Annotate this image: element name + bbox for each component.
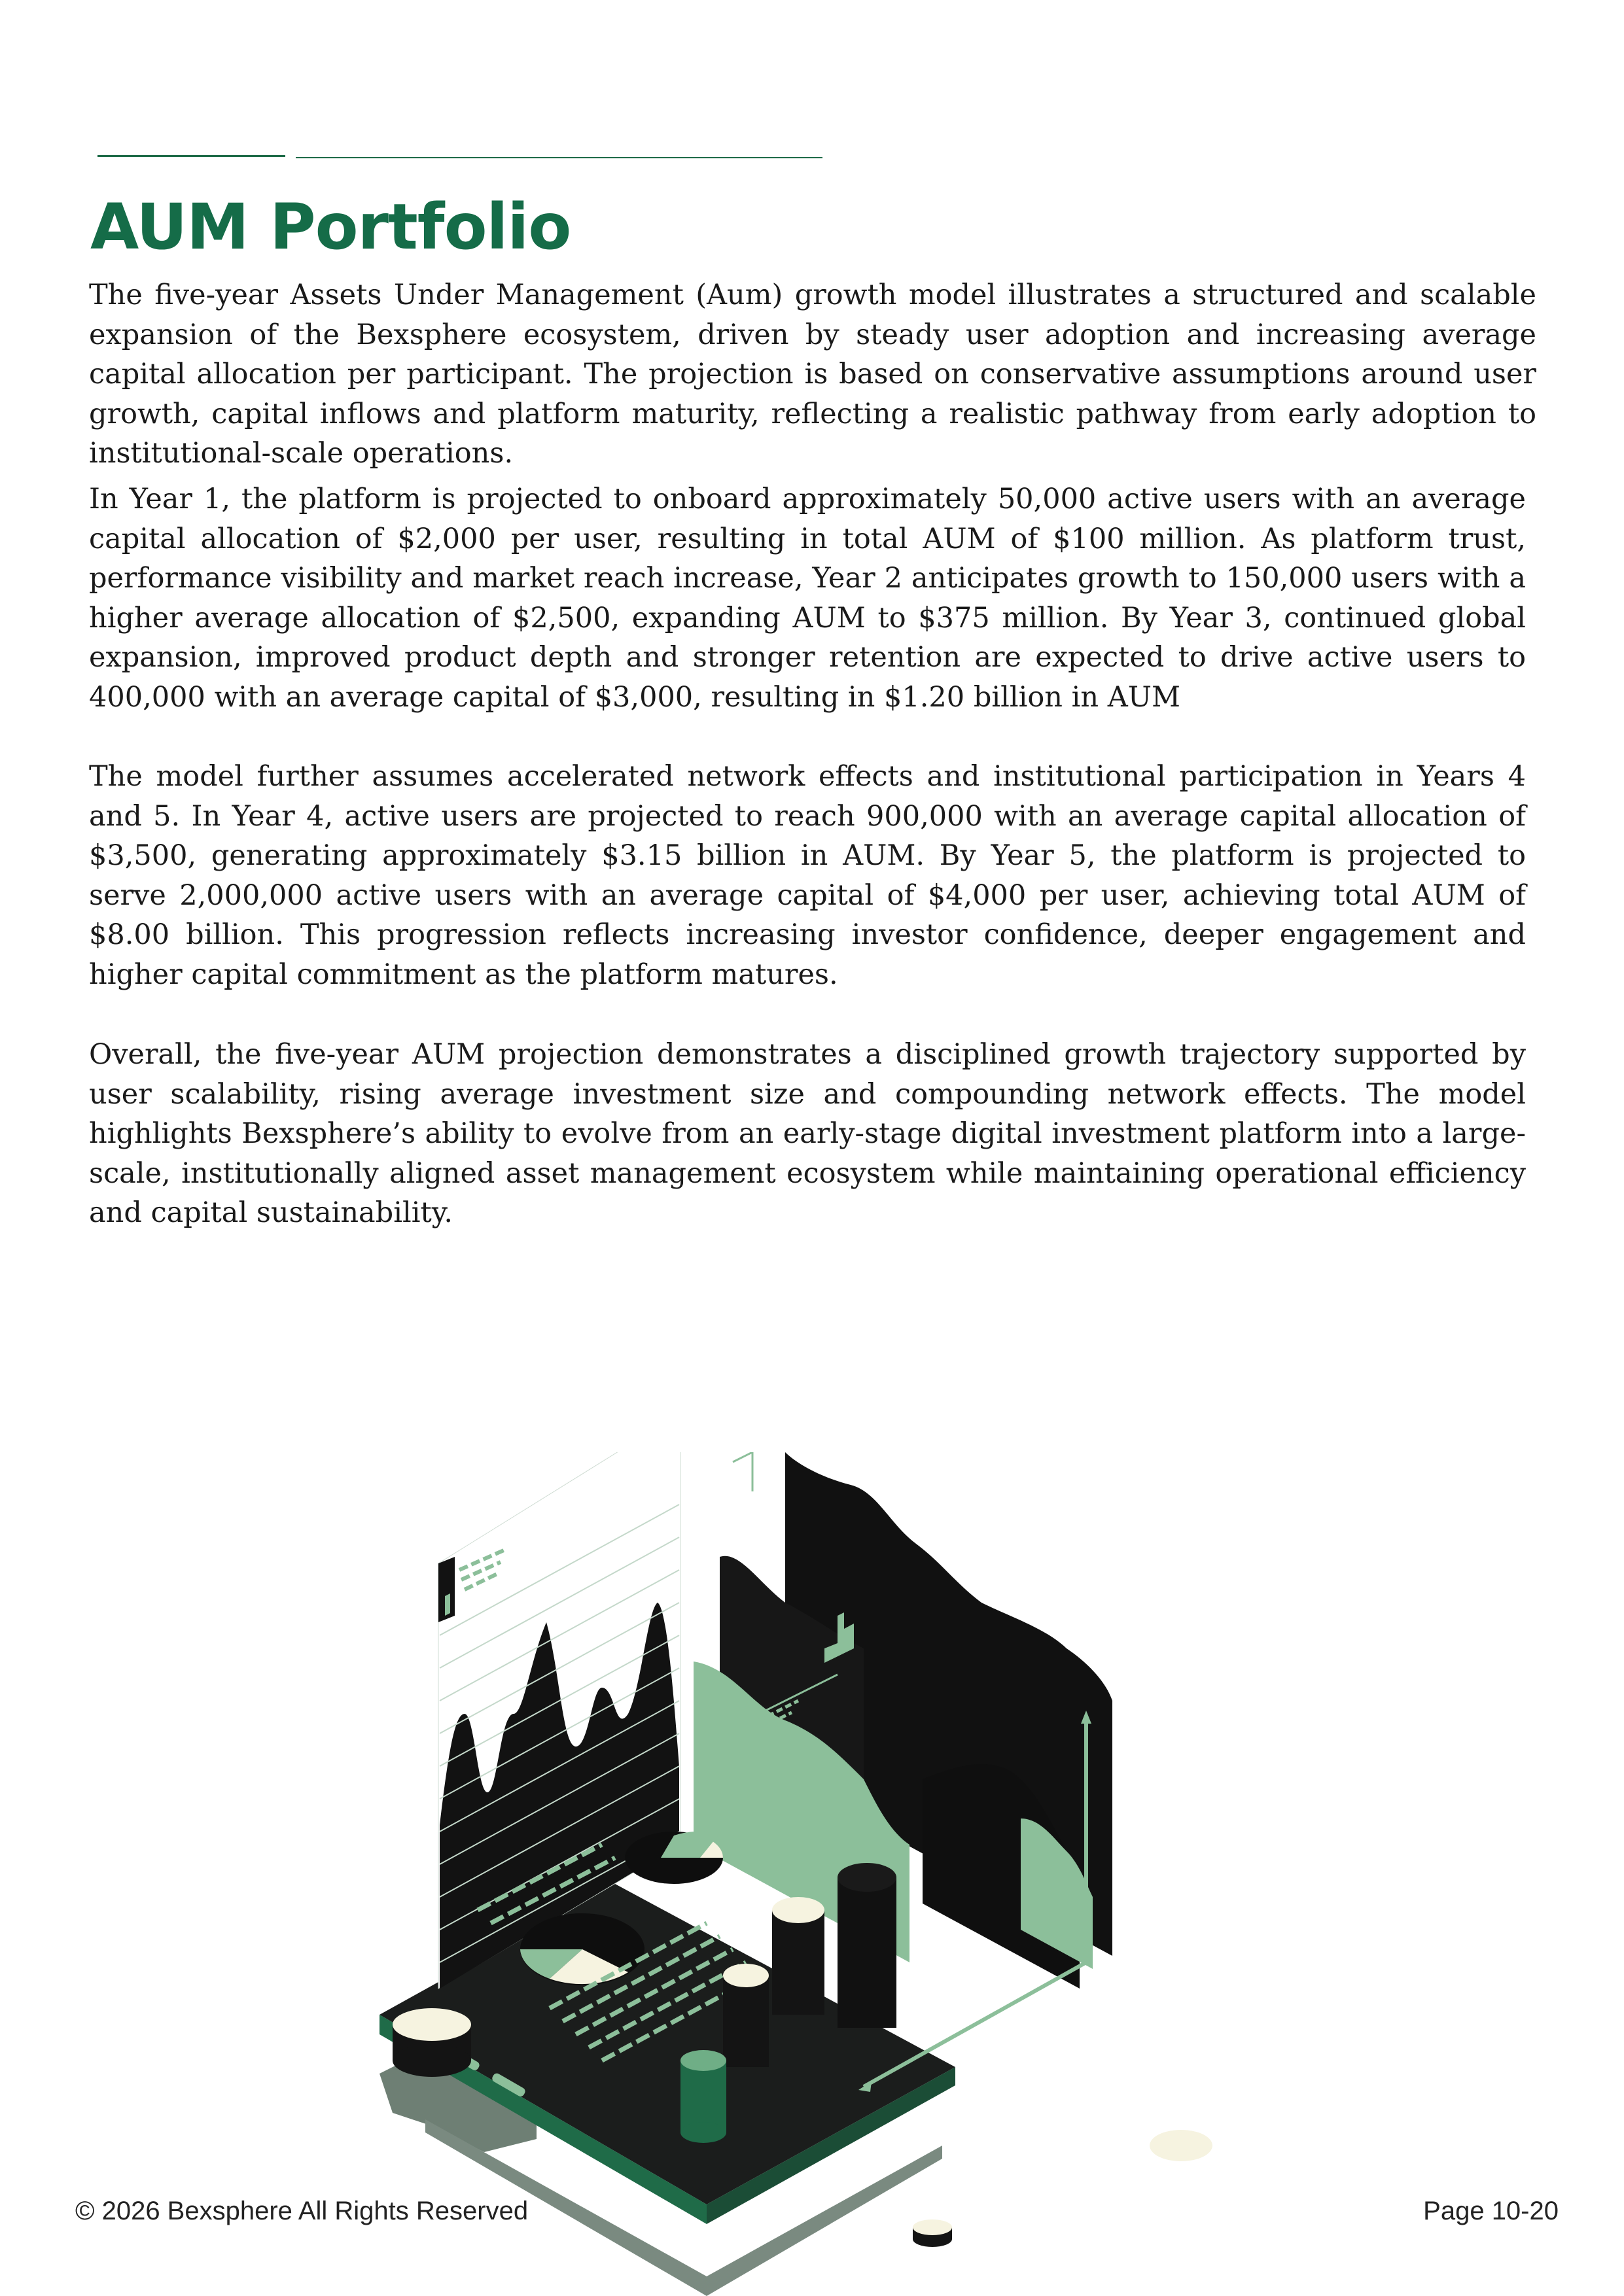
floating-coin bbox=[1150, 2130, 1212, 2161]
coin-stack-left bbox=[393, 2008, 471, 2077]
paragraph-years-1-3: In Year 1, the platform is projected to onboard approximately 50,000 active users with an average capital allocation of $2,000 per user, resulting in total AUM of $100 million. As platform trust, performance visibility and market reach increase, Year 2 anticipates growth to 150,000 users with a higher average allocation of $2,500, expanding AUM to $375 million. By Year 3, continued global expansion, improved product depth and stronger retention are expected to drive active users to 400,000 with an average capital of $3,000, resulting in $1.20 billion in AUM bbox=[89, 483, 1526, 714]
paragraph-intro: The five-year Assets Under Management (Aum) growth model illustrates a structured and scalable expansion of the Bexsphere ecosystem, driven by steady user adoption and increasing average capital allocation per participant. The projection is based on conservative assumptions around user growth, capital inflows and platform maturity, reflecting a realistic pathway from early adoption to institutional-scale operations. bbox=[89, 279, 1536, 470]
header-rule-long bbox=[296, 157, 822, 158]
paragraph-years-4-5: The model further assumes accelerated network effects and institutional participation in Years 4 and 5. In Year 4, active users are projected to reach 900,000 with an average capital allocation of $3,500, generating approximately $3.15 billion in AUM. By Year 5, the platform is projected to serve 2,000,000 active users with an average capital of $4,000 per user, achieving total AUM of $8.00 billion. This progression reflects increasing investor confidence, deeper engagement and higher capital commitment as the platform matures. bbox=[89, 760, 1526, 991]
header-rule-short bbox=[97, 155, 285, 157]
isometric-finance-illustration bbox=[366, 1452, 1282, 2296]
footer-copyright: © 2026 Bexsphere All Rights Reserved bbox=[75, 2197, 529, 2225]
page-title: AUM Portfolio bbox=[90, 190, 571, 264]
footer-page-number: Page 10-20 bbox=[1423, 2197, 1559, 2225]
paragraph-conclusion: Overall, the five-year AUM projection demonstrates a disciplined growth trajectory supported by user scalability, rising average investment size and compounding network effects. The model highlights Bexsphere’s ability to evolve from an early-stage digital investment platform into a large-scale, institutionally aligned asset management ecosystem while maintaining operational efficiency and capital sustainability. bbox=[89, 1038, 1526, 1229]
floating-coin-small bbox=[913, 2219, 952, 2247]
